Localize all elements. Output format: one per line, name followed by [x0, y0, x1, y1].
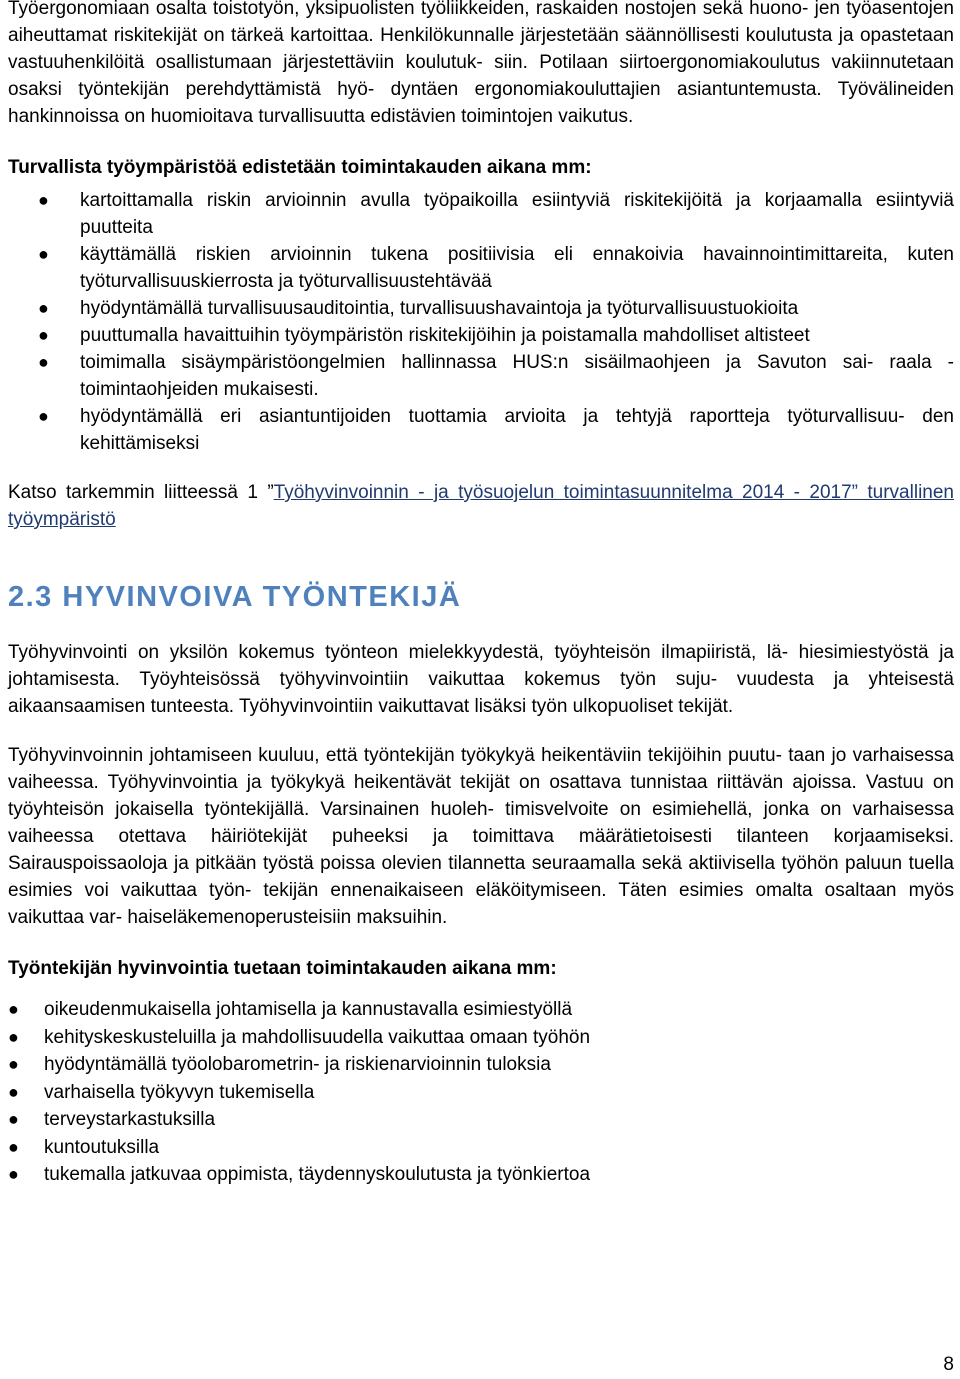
- bullet-icon: ●: [38, 190, 49, 210]
- section-title: HYVINVOIVA TYÖNTEKIJÄ: [62, 581, 462, 613]
- list-item: [8, 349, 954, 403]
- bullet-icon: ●: [38, 298, 49, 318]
- list-item-text: tukemalla jatkuvaa oppimista, täydennyskoulutusta ja työnkiertoa: [44, 1164, 591, 1185]
- document-page: [8, 0, 954, 1189]
- bullet-icon: ●: [8, 1136, 19, 1157]
- wellbeing-paragraph: Työhyvinvointi on yksilön kokemus työnteon mielekkyydestä, työyhteisön ilmapiiristä, lä- hiesimiestyöstä ja johtamisesta. Työyhteisössä työhyvinvointiin vaikuttaa kokemus työn suju- vuudesta ja yhteisestä aikaansaamisen tunteesta. Työhyvinvointiin vaikuttavat lisäksi työn ulkopuoliset tekijät.: [8, 642, 954, 717]
- list-item: [8, 996, 954, 1024]
- bullet-icon: ●: [8, 999, 19, 1019]
- appendix-link[interactable]: Työhyvinvoinnin - ja työsuojelun toimintasuunnitelma 2014 - 2017” turvallinen työympäristö: [8, 482, 954, 530]
- list-item: [8, 403, 954, 457]
- support-heading: Työntekijän hyvinvointia tuetaan toimintakauden aikana mm:: [8, 958, 557, 979]
- list-item: [8, 295, 954, 322]
- see-more-prefix: Katso tarkemmin liitteessä 1 ”: [8, 482, 274, 503]
- list-item-text: toimimalla sisäympäristöongelmien hallinnassa HUS:n sisäilmaohjeen ja Savuton sai- raala - toimintaohjeiden mukaisesti.: [80, 352, 954, 400]
- bullet-icon: ●: [8, 1054, 19, 1074]
- list-item: [8, 1161, 954, 1189]
- page-number: 8: [943, 1354, 954, 1375]
- intro-paragraph: Työergonomiaan osalta toistotyön, yksipuolisten työliikkeiden, raskaiden nostojen sekä huono- jen työasentojen aiheuttamat riskitekijät on tärkeä kartoittaa. Henkilökunnalle järjestetään säännöllisesti koulutusta ja opastetaan vastuuhenkilöitä osallistumaan järjestettäviin koulutuk- siin. Potilaan siirtoergonomiakoulutus vakiinnutetaan osaksi työntekijän perehdyttämistä hyö- dyntäen ergonomiakouluttajien asiantuntemusta. Työvälineiden hankinnoissa on huomioitava turvallisuutta edistävien toimintojen vaikutus.: [8, 0, 954, 127]
- list-item-text: oikeudenmukaisella johtamisella ja kannustavalla esimiestyöllä: [44, 999, 573, 1020]
- support-list: [8, 996, 954, 1189]
- see-more-paragraph: [8, 479, 954, 533]
- list-item: [8, 1079, 954, 1107]
- bullet-icon: ●: [8, 1164, 19, 1184]
- section-number: 2.3: [8, 581, 53, 613]
- list-item-text: varhaisella työkyvyn tukemisella: [44, 1081, 315, 1103]
- list-item: [8, 1024, 954, 1052]
- bullet-icon: ●: [38, 406, 49, 426]
- list-item-text: puuttumalla havaittuihin työympäristön riskitekijöihin ja poistamalla mahdolliset altisteet: [80, 325, 810, 346]
- list-item: [8, 1106, 954, 1134]
- list-item: [8, 1134, 954, 1162]
- bullet-icon: ●: [38, 352, 49, 372]
- safe-environment-heading: Turvallista työympäristöä edistetään toimintakauden aikana mm:: [8, 157, 592, 178]
- bullet-icon: ●: [8, 1026, 19, 1047]
- list-item: [8, 322, 954, 349]
- list-item-text: hyödyntämällä eri asiantuntijoiden tuottamia arvioita ja tehtyjä raportteja työturvallisuu- den kehittämiseksi: [80, 406, 954, 454]
- list-item-text: kuntoutuksilla: [44, 1136, 160, 1158]
- list-item-text: kehityskeskusteluilla ja mahdollisuudella vaikuttaa omaan työhön: [44, 1026, 591, 1048]
- leadership-paragraph: Työhyvinvoinnin johtamiseen kuuluu, että työntekijän työkykyä heikentäviin tekijöihin puutu- taan jo varhaisessa vaiheessa. Työhyvinvointia ja työkykyä heikentävät tekijät on osattava tunnistaa riittävän ajoissa. Vastuu on työyhteisön jokaisella työntekijällä. Varsinainen huoleh- timisvelvoite on esimiehellä, jonka on varhaisessa vaiheessa otettava häiriötekijät puheeksi ja toimittava määrätietoisesti tilanteen korjaamiseksi. Sairauspoissaoloja ja pitkään työstä poissa olevien tilannetta seuraamalla sekä aktiivisella työhön paluun tuella esimies voi vaikuttaa työn- tekijän ennenaikaiseen eläköitymiseen. Täten esimies omalta osaltaan myös vaikuttaa var- haiseläkemenoperusteisiin maksuihin.: [8, 745, 954, 928]
- bullet-icon: ●: [8, 1081, 19, 1102]
- bullet-icon: ●: [8, 1109, 19, 1129]
- list-item-text: kartoittamalla riskin arvioinnin avulla työpaikoilla esiintyviä riskitekijöitä ja korjaamalla esiintyviä puutteita: [80, 190, 954, 238]
- list-item: [8, 187, 954, 241]
- bullet-icon: ●: [38, 244, 49, 264]
- list-item: [8, 241, 954, 295]
- list-item-text: terveystarkastuksilla: [44, 1109, 216, 1130]
- list-item: [8, 1051, 954, 1079]
- list-item-text: hyödyntämällä turvallisuusauditointia, turvallisuushavaintoja ja työturvallisuustuokioita: [80, 298, 799, 319]
- safe-environment-list: [8, 187, 954, 457]
- section-heading: [8, 579, 954, 615]
- bullet-icon: ●: [38, 325, 49, 345]
- list-item-text: hyödyntämällä työolobarometrin- ja riskienarvioinnin tuloksia: [44, 1054, 551, 1075]
- list-item-text: käyttämällä riskien arvioinnin tukena positiivisia eli ennakoivia havainnointimittareita, kuten työturvallisuuskierrosta ja työturvallisuustehtävää: [80, 244, 954, 292]
